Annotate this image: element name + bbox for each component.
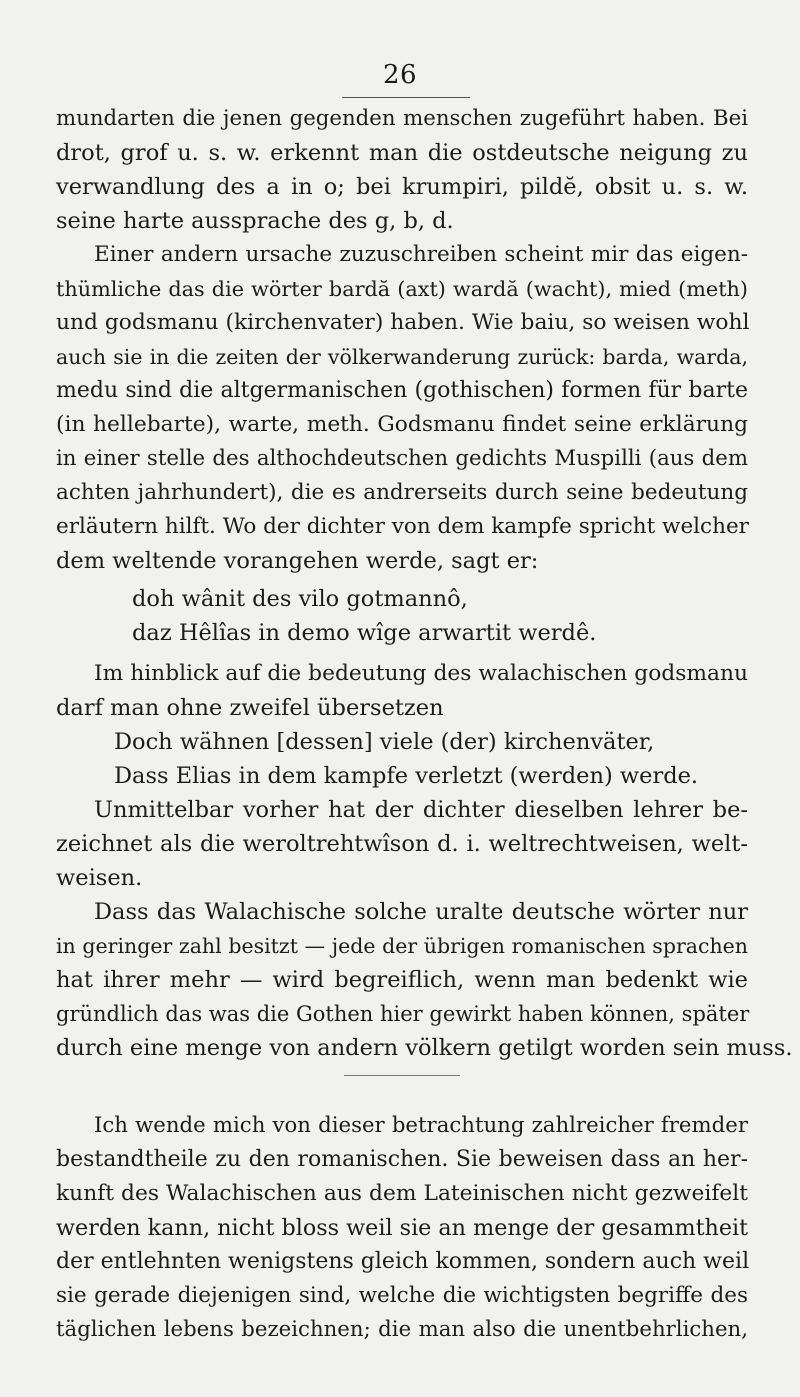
translation-line: Dass Elias in dem kampfe verletzt (werden) werde. bbox=[114, 763, 699, 789]
verse-line: daz Hêlîas in demo wîge arwartit werdê. bbox=[132, 620, 597, 646]
text-line: werden kann, nicht bloss weil sie an menge der gesammtheit bbox=[56, 1215, 749, 1241]
section-divider bbox=[344, 1075, 460, 1076]
text-line: zeichnet als die weroltrehtwîson d. i. weltrechtweisen, welt- bbox=[56, 831, 748, 857]
text-line: verwandlung des a in o; bei krumpiri, pildĕ, obsit u. s. w. bbox=[56, 174, 748, 200]
text-line: in einer stelle des althochdeutschen gedichts Muspilli (aus dem bbox=[56, 446, 748, 471]
page-number: 26 bbox=[382, 60, 418, 90]
text-line: kunft des Walachischen aus dem Lateinischen nicht gezweifelt bbox=[56, 1181, 748, 1206]
text-line: (in hellebarte), warte, meth. Godsmanu findet seine erklärung bbox=[56, 412, 748, 437]
text-line: medu sind die altgermanischen (gothischen) formen für barte bbox=[56, 378, 748, 403]
text-line: Ich wende mich von dieser betrachtung zahlreicher fremder bbox=[94, 1113, 748, 1138]
text-line: thümliche das die wörter bardă (axt) wardă (wacht), mied (meth) bbox=[56, 277, 748, 301]
text-line: Im hinblick auf die bedeutung des walachischen godsmanu bbox=[94, 661, 748, 686]
text-line: Unmittelbar vorher hat der dichter dieselben lehrer be- bbox=[94, 797, 748, 823]
text-line: weisen. bbox=[56, 865, 143, 891]
text-line: sie gerade diejenigen sind, welche die wichtigsten begriffe des bbox=[56, 1283, 748, 1308]
text-line: erläutern hilft. Wo der dichter von dem kampfe spricht welcher bbox=[56, 514, 749, 539]
text-line: der entlehnten wenigstens gleich kommen, sondern auch weil bbox=[56, 1249, 750, 1274]
text-line: täglichen lebens bezeichnen; die man also die unentbehrlichen, bbox=[56, 1317, 748, 1342]
translation-line: Doch wähnen [dessen] viele (der) kirchenväter, bbox=[114, 729, 655, 755]
text-line: bestandtheile zu den romanischen. Sie beweisen dass an her- bbox=[56, 1147, 748, 1172]
text-line: Dass das Walachische solche uralte deutsche wörter nur bbox=[94, 899, 748, 925]
text-line: auch sie in die zeiten der völkerwanderung zurück: barda, warda, bbox=[56, 345, 748, 369]
verse-line: doh wânit des vilo gotmannô, bbox=[132, 586, 468, 612]
text-line: dem weltende vorangehen werde, sagt er: bbox=[56, 548, 539, 574]
text-line: hat ihrer mehr — wird begreiflich, wenn man bedenkt wie bbox=[56, 967, 748, 993]
text-line: in geringer zahl besitzt — jede der übrigen romanischen sprachen bbox=[56, 934, 748, 958]
text-line: gründlich das was die Gothen hier gewirkt haben können, später bbox=[56, 1002, 750, 1026]
text-line: drot, grof u. s. w. erkennt man die ostdeutsche neigung zu bbox=[56, 140, 748, 166]
text-line: und godsmanu (kirchenvater) haben. Wie baiu, so weisen wohl bbox=[56, 310, 750, 335]
text-line: darf man ohne zweifel übersetzen bbox=[56, 695, 444, 721]
text-line: mundarten die jenen gegenden menschen zugeführt haben. Bei bbox=[56, 106, 748, 131]
text-line: durch eine menge von andern völkern getilgt worden sein muss. bbox=[56, 1035, 793, 1061]
text-line: achten jahrhundert), die es andrerseits durch seine bedeutung bbox=[56, 480, 748, 505]
text-line: Einer andern ursache zuzuschreiben scheint mir das eigen- bbox=[94, 242, 748, 267]
text-line: seine harte aussprache des g, b, d. bbox=[56, 208, 454, 234]
header-rule bbox=[342, 97, 470, 98]
